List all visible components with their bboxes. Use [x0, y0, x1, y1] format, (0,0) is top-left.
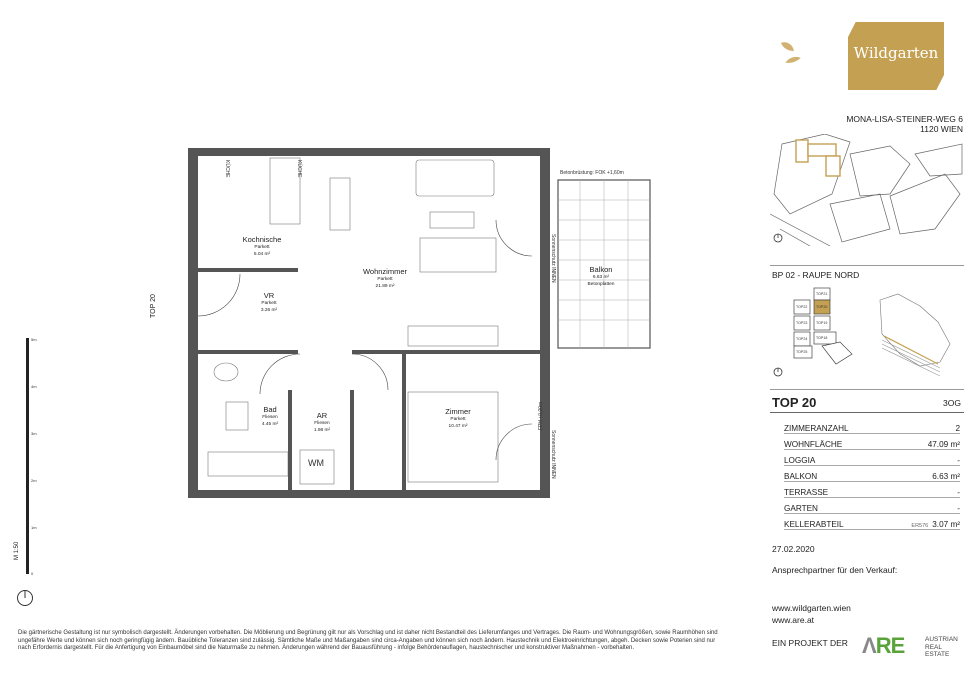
room-floor: Parkett — [450, 416, 466, 422]
are-logo-line: ESTATE — [925, 651, 950, 658]
room-area: 5.04 m² — [253, 252, 271, 257]
kitchen-counter — [270, 158, 300, 224]
balcony — [558, 180, 650, 348]
room-floor: Parkett — [254, 244, 270, 250]
room-floor: Fliesen — [314, 420, 330, 426]
sunshade-note: Sonnenschutz INNEN — [550, 430, 556, 479]
wildgarten-logo — [778, 18, 848, 88]
compass-icon — [774, 368, 782, 376]
bp-label-1: TOP21 — [816, 292, 828, 296]
spec-label: ZIMMERANZAHL — [784, 423, 849, 433]
unit-title: TOP 20 — [772, 395, 817, 410]
divider — [770, 389, 964, 390]
website-link-wildgarten[interactable]: www.wildgarten.wien — [772, 603, 851, 613]
disclaimer-text: Die gärtnerische Gestaltung ist nur symbolisch dargestellt. Änderungen vorbehalten. Die Möblierung und Begrünung gilt nur als Vorschlag und ist daher nicht Bestandteil des Lieferumfanges und Vertrages. Die Raum- und Wohnungsgrößen, sowie Raumhöhen sind ungefähre Werte und können sich noch geringfügig ändern. Bauübliche Toleranzen sind zulässig. Sämtliche Maße und Maßangaben sind circa-Angaben und können sich noch ändern. Haustechnik und Elektroeinrichtungen, abgeh. Decken sowie Poterien sind nur nach Erfordernis dargestellt. Für die Anfertigung von Einbaumöbel sind die Naturmaße zu nehmen. Änderungen während der Bauausführung - infolge Behördenauflagen, haustechnischer und konstruktiver Maßnahmen - vorbehalten. — [18, 630, 718, 652]
room-label-zimmer — [430, 408, 486, 431]
room-floor: Parkett — [261, 300, 277, 306]
brand-name: Wildgarten — [853, 44, 939, 62]
spec-label: WOHNFLÄCHE — [784, 439, 843, 449]
room-label-wohnzimmer — [350, 268, 420, 291]
address-street: MONA-LISA-STEINER-WEG 6 — [846, 114, 963, 124]
room-area: 4.45 m² — [261, 422, 279, 427]
room-area: 6.63 m² — [592, 274, 610, 280]
room-name: AR — [316, 411, 328, 420]
dining-table — [330, 178, 350, 230]
room-name: Kochnische — [242, 235, 282, 244]
wm-label: WM — [308, 458, 324, 468]
scale-bar — [26, 338, 38, 578]
kitchen-note: KÜCHE — [224, 160, 230, 178]
are-logo-line: REAL — [925, 643, 942, 651]
room-label-kochnische — [230, 236, 294, 259]
spec-value: 2 — [955, 423, 960, 433]
room-name: Bad — [263, 405, 277, 414]
bp-label-8: TOP25 — [796, 350, 808, 354]
sunshade-note: Sonnenschutz INNEN — [550, 234, 556, 283]
spec-code: ER576 — [911, 522, 929, 529]
spec-value: 3.07 m² — [932, 519, 960, 529]
spec-row — [784, 497, 960, 514]
spec-label: TERRASSE — [784, 487, 829, 497]
bp-label-2: TOP22 — [796, 305, 808, 309]
room-floor: Betonplatten — [587, 282, 615, 287]
floor-plan — [180, 140, 660, 505]
room-area: 10.47 m² — [448, 424, 468, 429]
railing-note: Betonbrüstung: FOK +1,60m — [560, 170, 624, 176]
site-plan-map — [770, 134, 964, 246]
are-logo-re: RE — [875, 633, 905, 658]
sideboard — [408, 326, 498, 346]
coffee-table — [430, 212, 474, 228]
scale-tick: 3m — [31, 431, 37, 436]
scale-tick: 5m — [31, 338, 37, 342]
spec-value: - — [957, 455, 960, 465]
spec-label: LOGGIA — [784, 455, 816, 465]
scale-label: M 1:50 — [14, 541, 20, 560]
divider — [770, 412, 964, 413]
spec-row — [784, 417, 960, 434]
bathtub — [208, 452, 288, 476]
plan-date: 27.02.2020 — [772, 544, 815, 554]
bp-label-6: TOP24 — [796, 337, 808, 341]
spec-value: 6.63 m² — [932, 471, 960, 481]
address-city: 1120 WIEN — [920, 124, 963, 134]
room-name: Wohnzimmer — [362, 267, 408, 276]
leaf-icon — [781, 42, 801, 63]
spec-row — [784, 481, 960, 498]
divider — [770, 265, 964, 266]
are-logo-text — [925, 636, 958, 659]
walls — [188, 148, 550, 498]
spec-label: KELLERABTEIL — [784, 519, 844, 529]
building-3d-icon — [880, 294, 950, 376]
unit-side-label: TOP 20 — [150, 294, 157, 318]
scale-tick: 4m — [31, 384, 37, 389]
spec-value: - — [957, 503, 960, 513]
spec-label: GARTEN — [784, 503, 818, 513]
spec-row — [784, 449, 960, 466]
room-label-bad — [250, 406, 290, 429]
scale-tick: 1m — [31, 525, 37, 530]
are-logo — [862, 633, 904, 659]
are-logo-line: AUSTRIAN — [925, 636, 958, 643]
spec-row — [784, 433, 960, 450]
room-floor: Parkett — [377, 276, 393, 282]
scale-tick: 0 — [31, 571, 34, 576]
room-area: 3.26 m² — [260, 308, 278, 313]
spec-value: - — [957, 487, 960, 497]
room-label-vr — [244, 292, 294, 315]
address — [846, 114, 963, 134]
spec-row — [784, 465, 960, 482]
building-label: BP 02 - RAUPE NORD — [772, 270, 860, 280]
room-label-balkon — [578, 266, 624, 289]
toilet — [214, 363, 238, 381]
bp-label-5: TOP19 — [816, 321, 828, 325]
are-logo-a: Λ — [862, 633, 876, 658]
fph-note: FPH +0,00m — [538, 401, 544, 430]
contact-label: Ansprechpartner für den Verkauf: — [772, 565, 898, 575]
scale-tick: 2m — [31, 478, 37, 483]
bp-label-7: TOP18 — [816, 336, 828, 340]
room-floor: Fliesen — [262, 414, 278, 420]
project-by-label: EIN PROJEKT DER — [772, 638, 848, 648]
room-name: VR — [263, 291, 275, 300]
compass-icon — [774, 234, 782, 242]
unit-floor: 3OG — [943, 398, 961, 408]
website-link-are[interactable]: www.are.at — [772, 615, 815, 625]
washbasin — [226, 402, 248, 430]
compass-icon — [16, 589, 34, 607]
room-name: Balkon — [589, 265, 613, 274]
room-area: 21.89 m² — [375, 284, 395, 289]
building-plan — [770, 284, 964, 384]
bed — [408, 392, 498, 482]
rug — [420, 238, 496, 272]
kitchen-note: KÜCHE — [296, 160, 302, 178]
room-area: 1.98 m² — [313, 428, 331, 433]
bp-label-4: TOP23 — [796, 321, 808, 325]
bp-label-3: TOP20 — [816, 305, 828, 309]
spec-label: BALKON — [784, 471, 818, 481]
spec-row — [784, 513, 960, 530]
spec-value: 47.09 m² — [927, 439, 960, 449]
sofa — [416, 160, 494, 196]
room-name: Zimmer — [445, 407, 471, 416]
room-label-ar — [304, 412, 340, 435]
